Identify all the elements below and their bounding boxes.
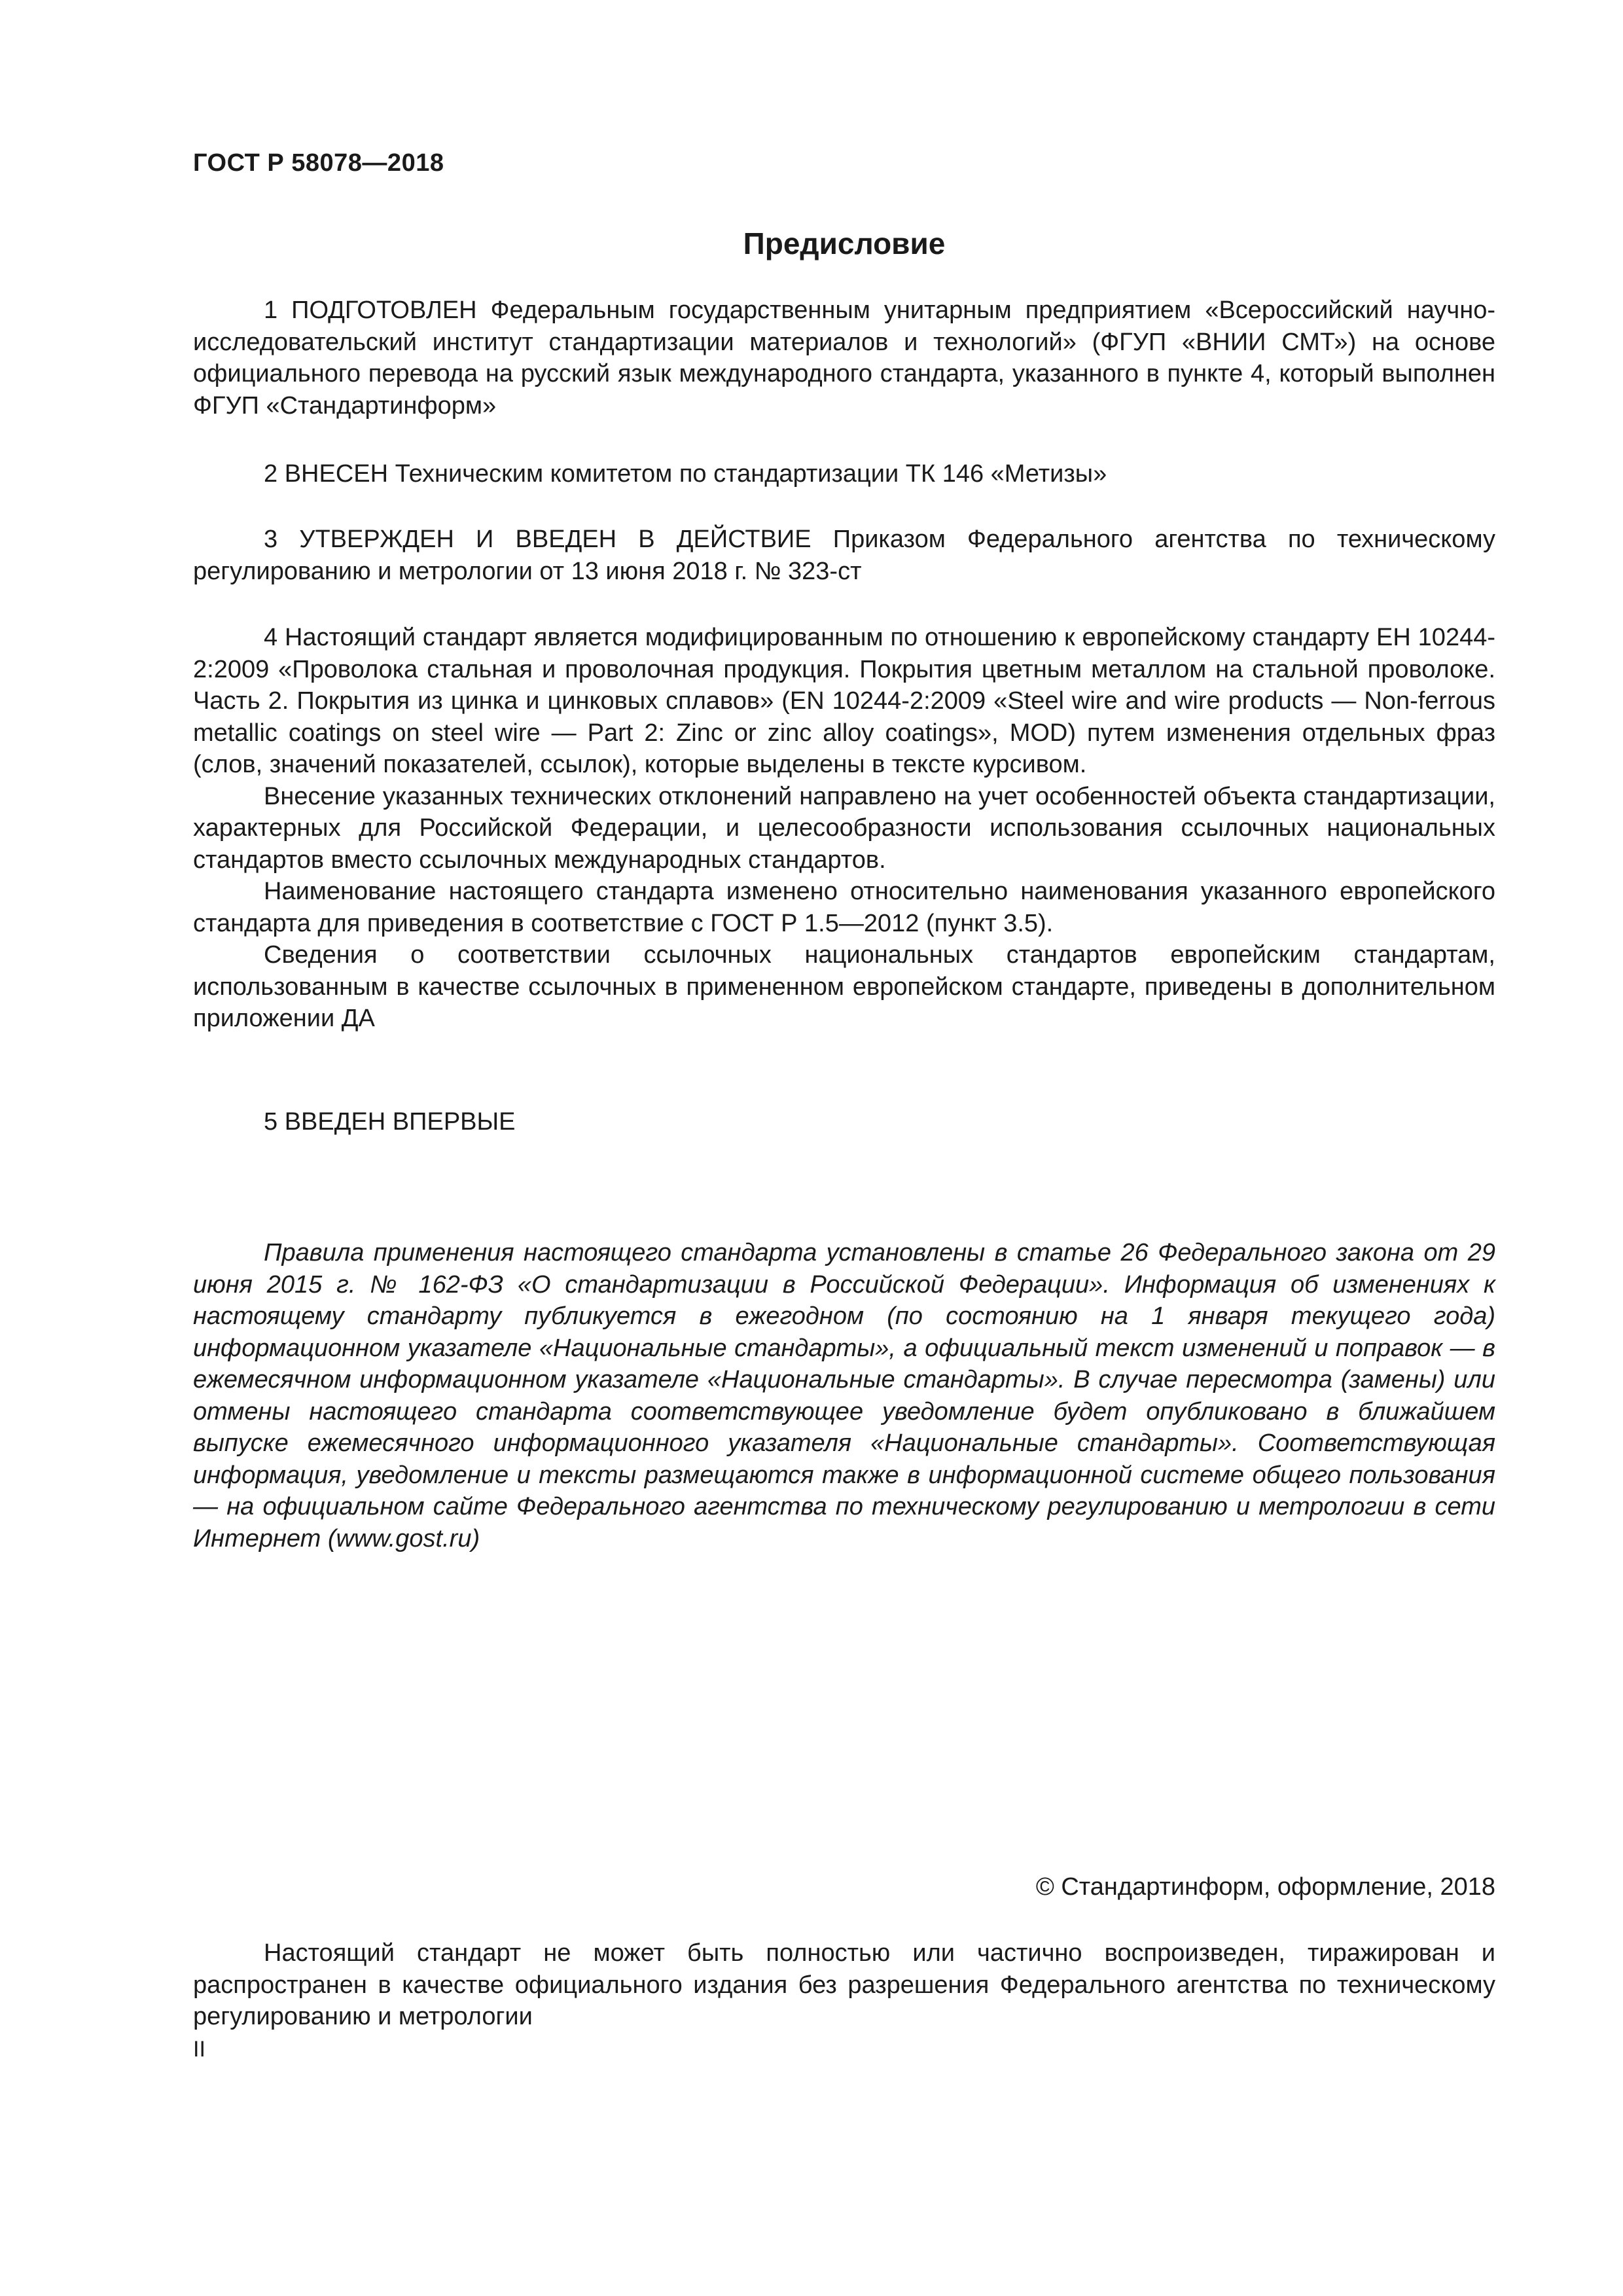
page-number: II: [193, 2037, 205, 2062]
reproduction-restriction-text: Настоящий стандарт не может быть полностью или частично воспроизведен, тиражирован и распространен в качестве официального издания без разрешения Федерального агентства по техническому регулированию и метрологии: [193, 1939, 1495, 2030]
foreword-item-1-text: 1 ПОДГОТОВЛЕН Федеральным государственным унитарным предприятием «Всероссийский научно-исследовательский институт стандартизации материалов и технологий» (ФГУП «ВНИИ СМТ») на основе официального перевода на русский язык международного стандарта, указанного в пункте 4, который выполнен ФГУП «Стандартинформ»: [193, 296, 1495, 420]
foreword-item-4: [193, 622, 1495, 1035]
page-title: Предисловие: [743, 226, 946, 260]
foreword-item-2: [193, 458, 1495, 490]
foreword-item-1: [193, 295, 1495, 422]
foreword-item-5-text: 5 ВВЕДЕН ВПЕРВЫЕ: [264, 1108, 516, 1136]
foreword-item-5: [193, 1106, 1495, 1138]
foreword-item-4-paragraph: Сведения о соответствии ссылочных национальных стандартов европейским стандартам, использованным в качестве ссылочных в примененном европейском стандарте, приведены в дополнительном приложении ДА: [193, 941, 1495, 1032]
foreword-item-4-paragraph: Внесение указанных технических отклонений направлено на учет особенностей объекта стандартизации, характерных для Российской Федерации, и целесообразности использования ссылочных национальных стандартов вместо ссылочных международных стандартов.: [193, 782, 1495, 874]
foreword-item-2-text: 2 ВНЕСЕН Техническим комитетом по стандартизации ТК 146 «Метизы»: [264, 460, 1107, 488]
foreword-item-3: [193, 524, 1495, 587]
copyright-line: © Стандартинформ, оформление, 2018: [1035, 1873, 1495, 1901]
foreword-item-4-paragraph: Наименование настоящего стандарта изменено относительно наименования указанного европейского стандарта для приведения в соответствие с ГОСТ Р 1.5—2012 (пункт 3.5).: [193, 878, 1495, 937]
document-code: ГОСТ Р 58078—2018: [193, 149, 444, 177]
reproduction-restriction: [193, 1937, 1495, 2033]
foreword-item-4-paragraph: 4 Настоящий стандарт является модифицированным по отношению к европейскому стандарту ЕН 10244-2:2009 «Проволока стальная и проволочная продукция. Покрытия цветным металлом на стальной проволоке. Часть 2. Покрытия из цинка и цинковых сплавов» (EN 10244-2:2009 «Steel wire and wire products — Non-ferrous metallic coatings on steel wire — Part 2: Zinc or zinc alloy coatings», MOD) путем изменения отдельных фраз (слов, значений показателей, ссылок), которые выделены в тексте курсивом.: [193, 624, 1495, 778]
foreword-item-3-text: 3 УТВЕРЖДЕН И ВВЕДЕН В ДЕЙСТВИЕ Приказом Федерального агентства по техническому регулированию и метрологии от 13 июня 2018 г. № 323-ст: [193, 526, 1495, 585]
application-rules-notice: [193, 1237, 1495, 1554]
application-rules-text: Правила применения настоящего стандарта установлены в статье 26 Федерального закона от 29 июня 2015 г. № 162-ФЗ «О стандартизации в Российской Федерации». Информация об изменениях к настоящему стандарту публикуется в ежегодном (по состоянию на 1 января текущего года) информационном указателе «Национальные стандарты», а официальный текст изменений и поправок — в ежемесячном информационном указателе «Национальные стандарты». В случае пересмотра (замены) или отмены настоящего стандарта соответствующее уведомление будет опубликовано в ближайшем выпуске ежемесячного информационного указателя «Национальные стандарты». Соответствующая информация, уведомление и тексты размещаются также в информационной системе общего пользования — на официальном сайте Федерального агентства по техническому регулированию и метрологии в сети Интернет (www.gost.ru): [193, 1239, 1495, 1552]
